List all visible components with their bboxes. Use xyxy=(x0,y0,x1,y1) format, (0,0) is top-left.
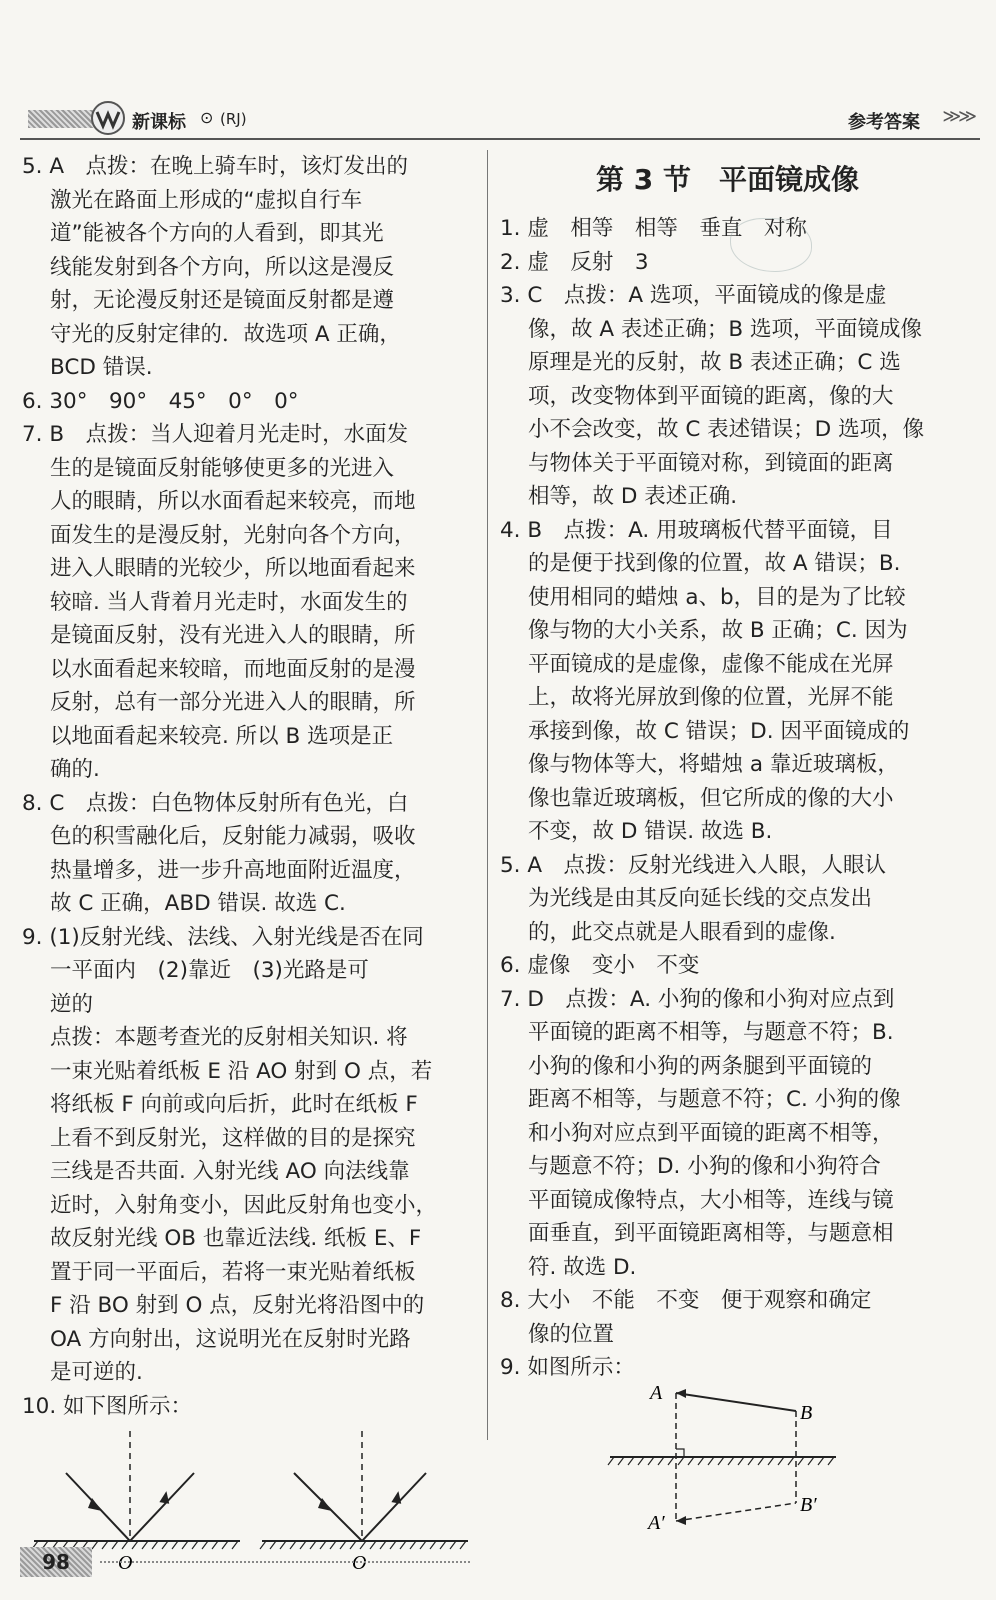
answer-line: 置于同一平面后，若将一束光贴着纸板 xyxy=(50,1259,416,1285)
answer-line: 确的. xyxy=(50,757,100,782)
answer-line: 与物体关于平面镜对称，到镜面的距离 xyxy=(528,450,894,476)
answer-5 xyxy=(22,150,480,385)
answer-line: 10. 如下图所示： xyxy=(22,1393,193,1419)
answer-line: 热量增多，进一步升高地面附近温度， xyxy=(50,857,416,883)
answer-line: 面发生的是漫反射，光射向各个方向， xyxy=(50,522,416,548)
answer-line: 上看不到反射光，这样做的目的是探究 xyxy=(50,1125,416,1151)
point-o-label: O xyxy=(118,1552,133,1573)
point-b-label: B xyxy=(800,1401,813,1424)
answer-line: 相等，故 D 表述正确. xyxy=(528,484,738,509)
answer-line: 像的位置 xyxy=(528,1321,615,1347)
edition-label: (RJ) xyxy=(220,110,247,128)
answer-line: 和小狗对应点到平面镜的距离不相等， xyxy=(528,1120,894,1146)
section-label: 参考答案 xyxy=(848,112,920,133)
answer-line: 故 C 正确，ABD 错误. 故选 C. xyxy=(50,891,346,916)
right-column xyxy=(500,150,955,1535)
answer-line: 是镜面反射，没有光进入人的眼睛，所 xyxy=(50,623,416,648)
answer-8 xyxy=(22,787,480,921)
answer-line: 9. 如图所示： xyxy=(500,1355,635,1380)
answer-line: 色的积雪融化后，反射能力减弱，吸收 xyxy=(50,824,416,849)
answer-line: 5. A 点拨：在晚上骑车时，该灯发出的 xyxy=(22,154,409,179)
answer-line: 6. 30° 90° 45° 0° 0° xyxy=(22,388,299,414)
answer-line: 小狗的像和小狗的两条腿到平面镜的 xyxy=(528,1053,873,1079)
answer-line: 生的是镜面反射能够使更多的光进入 xyxy=(50,455,395,481)
answer-line: 进入人眼睛的光较少，所以地面看起来 xyxy=(50,556,416,581)
series-name: 新课标 xyxy=(132,112,186,133)
answer-line: 8. 大小 不能 不变 便于观察和确定 xyxy=(500,1288,872,1313)
answer-line: 距离不相等，与题意不符；C. 小狗的像 xyxy=(528,1087,901,1112)
answer-line: 为光线是由其反向延长线的交点发出 xyxy=(528,886,873,911)
answer-line: 点拨：本题考查光的反射相关知识. 将 xyxy=(50,1025,408,1050)
left-column xyxy=(22,150,480,1573)
double-arrow-icon: ≫≫ xyxy=(942,106,974,127)
answer-line: 原理是光的反射，故 B 表述正确；C 选 xyxy=(528,350,901,375)
answer-line: 道”能被各个方向的人看到，即其光 xyxy=(50,221,384,246)
answer-line: 三线是否共面. 入射光线 AO 向法线靠 xyxy=(50,1159,410,1184)
answer-4 xyxy=(500,514,955,849)
answer-10 xyxy=(22,1390,480,1424)
answer-line: 符. 故选 D. xyxy=(528,1254,637,1280)
point-o-label: O xyxy=(352,1552,367,1573)
answer-line: 6. 虚像 变小 不变 xyxy=(500,953,700,978)
answer-line: 项，改变物体到平面镜的距离，像的大 xyxy=(528,383,894,409)
series-logo-icon xyxy=(90,100,126,136)
answer-line: 平面镜成像特点，大小相等，连线与镜 xyxy=(528,1187,894,1213)
answer-line: 反射，总有一部分光进入人的眼睛，所 xyxy=(50,690,416,715)
answer-7 xyxy=(500,983,955,1285)
answer-line: 小不会改变，故 C 表述错误；D 选项，像 xyxy=(528,417,925,442)
page-number: 98 xyxy=(20,1547,92,1577)
answer-line: 像与物的大小关系，故 B 正确；C. 因为 xyxy=(528,618,908,643)
answer-line: 以水面看起来较暗，而地面反射的是漫 xyxy=(50,656,416,682)
page-header xyxy=(20,98,980,140)
answer-line: 承接到像，故 C 错误；D. 因平面镜成的 xyxy=(528,718,910,744)
plane-mirror-diagram xyxy=(500,1385,955,1535)
answer-line: 3. C 点拨：A 选项，平面镜成的像是虚 xyxy=(500,283,887,308)
answer-line: 平面镜成的是虚像，虚像不能成在光屏 xyxy=(528,651,894,677)
answer-line: BCD 错误. xyxy=(50,355,153,380)
answer-line: 的，此交点就是人眼看到的虚像. xyxy=(528,919,836,945)
answer-line: 1. 虚 相等 相等 垂直 对称 xyxy=(500,216,807,241)
point-a-label: A xyxy=(650,1384,663,1404)
answer-line: 一平面内 (2)靠近 (3)光路是可 xyxy=(50,958,369,983)
answer-line: 以地面看起来较亮. 所以 B 选项是正 xyxy=(50,723,394,749)
answer-line: 像与物体等大，将蜡烛 a 靠近玻璃板， xyxy=(528,752,899,777)
answer-line: 线能发射到各个方向，所以这是漫反 xyxy=(50,254,395,280)
header-pattern-strip xyxy=(28,110,98,128)
answer-6 xyxy=(22,385,480,419)
answer-line: OA 方向射出，这说明光在反射时光路 xyxy=(50,1326,411,1352)
answer-line: 守光的反射定律的．故选项 A 正确， xyxy=(50,321,401,347)
answer-line: 使用相同的蜡烛 a、b，目的是为了比较 xyxy=(528,584,906,610)
dotted-rule xyxy=(100,1561,470,1563)
answer-line: 故反射光线 OB 也靠近法线. 纸板 E、F xyxy=(50,1226,422,1251)
answer-5 xyxy=(500,849,955,950)
play-mark-icon: ⊙ xyxy=(200,108,214,127)
answer-line: 逆的 xyxy=(50,991,94,1017)
answer-line: 射，无论漫反射还是镜面反射都是遵 xyxy=(50,288,395,313)
image-a-label: A′ xyxy=(648,1511,665,1534)
answer-line: 面垂直，到平面镜距离相等，与题意相 xyxy=(528,1221,894,1246)
answer-line: 的是便于找到像的位置，故 A 错误；B. xyxy=(528,551,901,576)
answer-7 xyxy=(22,418,480,787)
answer-line: 将纸板 F 向前或向后折，此时在纸板 F xyxy=(50,1092,418,1117)
answer-line: 像也靠近玻璃板，但它所成的像的大小 xyxy=(528,785,894,811)
answer-line: 近时，入射角变小，因此反射角也变小， xyxy=(50,1192,438,1218)
answer-line: 人的眼睛，所以水面看起来较亮，而地 xyxy=(50,489,416,514)
answer-line: 与题意不符；D. 小狗的像和小狗符合 xyxy=(528,1154,881,1179)
answer-line: 7. D 点拨：A. 小狗的像和小狗对应点到 xyxy=(500,986,895,1012)
image-b-label: B′ xyxy=(800,1493,817,1516)
answer-line: 5. A 点拨：反射光线进入人眼，人眼认 xyxy=(500,852,887,878)
answer-9 xyxy=(22,921,480,1390)
column-divider xyxy=(487,150,488,1440)
section-title: 第 3 节 平面镜成像 xyxy=(596,163,859,196)
answer-line: 9. (1)反射光线、法线、入射光线是否在同 xyxy=(22,924,424,950)
answer-line: 一束光贴着纸板 E 沿 AO 射到 O 点，若 xyxy=(50,1058,433,1084)
answer-line: 4. B 点拨：A. 用玻璃板代替平面镜，目 xyxy=(500,517,893,543)
answer-line: 平面镜的距离不相等，与题意不符；B. xyxy=(528,1020,894,1045)
answer-line: 2. 虚 反射 3 xyxy=(500,249,649,275)
page-footer xyxy=(20,1545,480,1585)
answer-line: 7. B 点拨：当人迎着月光走时，水面发 xyxy=(22,422,409,447)
answer-line: 8. C 点拨：白色物体反射所有色光，白 xyxy=(22,790,409,816)
answer-line: 激光在路面上形成的“虚拟自行车 xyxy=(50,187,363,213)
answer-3 xyxy=(500,279,955,514)
answer-line: 是可逆的. xyxy=(50,1360,143,1385)
answer-line: 较暗. 当人背着月光走时，水面发生的 xyxy=(50,589,408,615)
answer-line: 上，故将光屏放到像的位置，光屏不能 xyxy=(528,685,894,710)
answer-8 xyxy=(500,1284,955,1351)
answer-line: F 沿 BO 射到 O 点，反射光将沿图中的 xyxy=(50,1293,425,1318)
answer-line: 不变，故 D 错误. 故选 B. xyxy=(528,819,773,844)
answer-line: 像，故 A 表述正确；B 选项，平面镜成像 xyxy=(528,316,922,342)
